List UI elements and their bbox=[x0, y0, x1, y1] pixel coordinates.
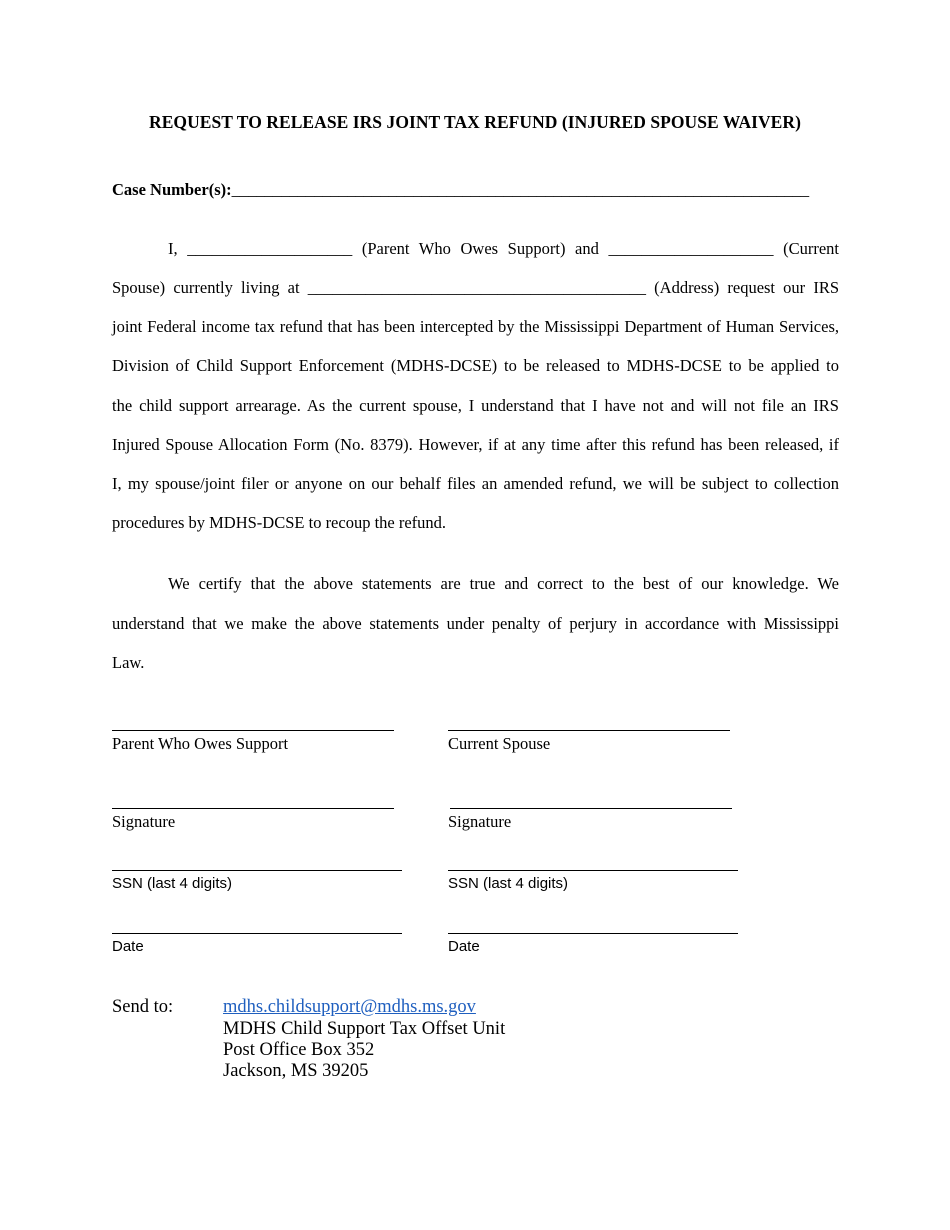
spouse-ssn-line[interactable] bbox=[448, 870, 738, 871]
parent-date-line[interactable] bbox=[112, 933, 402, 934]
case-number-label: Case Number(s): bbox=[112, 180, 232, 199]
spouse-date-label: Date bbox=[448, 938, 480, 955]
paragraph1-line-6: Injured Spouse Allocation Form (No. 8379). However, if at any time after this refund has been released, if bbox=[112, 435, 839, 454]
parent-name-label: Parent Who Owes Support bbox=[112, 734, 289, 753]
address-line-3: Jackson, MS 39205 bbox=[223, 1061, 369, 1081]
paragraph1-line-2: Spouse) currently living at _________________________________________ (Address) request our IRS bbox=[112, 278, 839, 297]
parent-ssn-line[interactable] bbox=[112, 870, 402, 871]
paragraph2-line-2: understand that we make the above statements under penalty of perjury in accordance with Mississippi bbox=[112, 614, 839, 633]
form-title: REQUEST TO RELEASE IRS JOINT TAX REFUND (INJURED SPOUSE WAIVER) bbox=[149, 112, 801, 132]
send-to-label: Send to: bbox=[112, 997, 174, 1017]
spouse-signature-line[interactable] bbox=[450, 808, 732, 809]
address-line-2: Post Office Box 352 bbox=[223, 1040, 375, 1060]
spouse-name-label: Current Spouse bbox=[448, 734, 551, 753]
case-number-field[interactable]: ______________________________________________________________________ bbox=[231, 180, 810, 199]
parent-date-label: Date bbox=[112, 938, 144, 955]
spouse-ssn-label: SSN (last 4 digits) bbox=[448, 875, 569, 892]
spouse-signature-label: Signature bbox=[448, 812, 512, 831]
address-line-1: MDHS Child Support Tax Offset Unit bbox=[223, 1019, 506, 1039]
spouse-date-line[interactable] bbox=[448, 933, 738, 934]
paragraph1-line-7: I, my spouse/joint filer or anyone on our behalf files an amended refund, we will be subject to collection bbox=[112, 474, 839, 493]
paragraph1-line-4: Division of Child Support Enforcement (MDHS-DCSE) to be released to MDHS-DCSE to be applied to bbox=[112, 356, 839, 375]
spouse-name-line[interactable] bbox=[448, 730, 730, 731]
paragraph1-line-1: I, ____________________ (Parent Who Owes Support) and ____________________ (Current bbox=[168, 239, 839, 258]
parent-ssn-label: SSN (last 4 digits) bbox=[112, 875, 233, 892]
paragraph1-line-3: joint Federal income tax refund that has been intercepted by the Mississippi Department of Human Services, bbox=[112, 317, 839, 336]
parent-signature-label: Signature bbox=[112, 812, 176, 831]
email-link[interactable]: mdhs.childsupport@mdhs.ms.gov bbox=[223, 997, 476, 1017]
paragraph1-line-8: procedures by MDHS-DCSE to recoup the refund. bbox=[112, 513, 447, 532]
parent-name-line[interactable] bbox=[112, 730, 394, 731]
paragraph1-line-5: the child support arrearage. As the current spouse, I understand that I have not and will not file an IRS bbox=[112, 396, 839, 415]
paragraph2-line-3: Law. bbox=[112, 653, 145, 672]
paragraph2-line-1: We certify that the above statements are true and correct to the best of our knowledge. We bbox=[168, 574, 839, 593]
parent-signature-line[interactable] bbox=[112, 808, 394, 809]
case-number-row bbox=[112, 180, 809, 200]
